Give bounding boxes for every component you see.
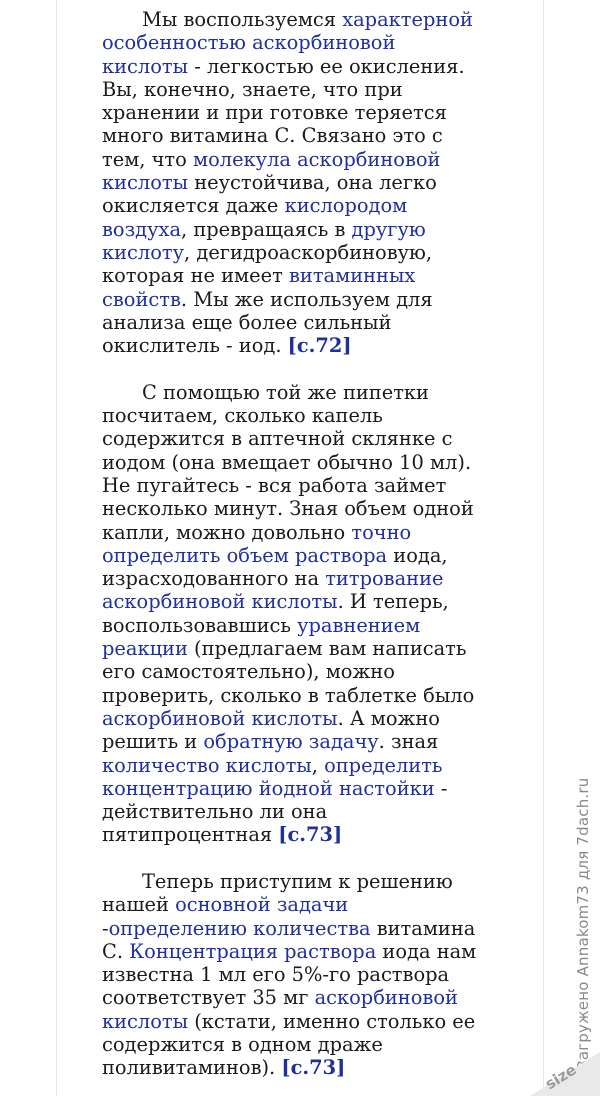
term-link[interactable]: аскорбиновой кислоты: [102, 986, 458, 1033]
term-link[interactable]: определить концентрацию йодной настойки: [102, 753, 443, 800]
term-link[interactable]: кислородом воздуха: [102, 194, 408, 241]
text-run: . зная: [378, 730, 439, 754]
term-link[interactable]: определению количества: [108, 916, 371, 940]
text-run: С помощью той же пипетки посчитаем, сколько капель содержится в аптечной склянке с иодом (она вмещает обычно 10 мл). Не пугайтесь - вся работа займет несколько минут. Зная объем одной капли, можно довольно: [102, 380, 474, 544]
term-link[interactable]: характерной особенностью аскорбиновой кислоты: [102, 8, 473, 78]
term-link[interactable]: количество кислоты: [102, 753, 312, 777]
term-link[interactable]: основной задачи: [175, 893, 349, 917]
text-run: -: [102, 916, 109, 940]
term-link[interactable]: титрование аскорбиновой кислоты: [102, 567, 444, 614]
paragraph: [102, 8, 482, 357]
paragraph: [102, 381, 482, 847]
term-link[interactable]: обратную задачу: [203, 730, 379, 754]
text-run: Мы воспользуемся: [142, 8, 343, 31]
corner-badge: [520, 1052, 600, 1096]
text-run: иода, израсходованного на: [102, 543, 448, 591]
text-run: (предлагаем вам написать его самостоятельно), можно проверить, сколько в таблетке было: [102, 637, 475, 707]
text-run: - легкостью ее окисления. Вы, конечно, знаете, что при хранении и при готовке теряется много витамина С. Связано это с тем, что: [102, 54, 465, 171]
text-run: , превращаясь в: [181, 217, 352, 241]
text-run: (кстати, именно столько ее содержится в одном драже поливитаминов).: [102, 1009, 476, 1080]
text-run: иода нам известна 1 мл его 5%-го раствора соответствует 35 мг: [102, 939, 477, 1010]
text-run: . Мы же используем для анализа еще более сильный окислитель - иод.: [102, 287, 433, 358]
text-run: Теперь приступим к решению нашей: [102, 869, 453, 917]
page-reference-link[interactable]: [c.73]: [281, 1056, 346, 1080]
text-run: . А можно решить и: [102, 706, 440, 754]
paragraph: [102, 870, 482, 1080]
upload-watermark: Загружено Annakom73 для 7dach.ru: [574, 777, 592, 1070]
page-reference-link[interactable]: [c.73]: [278, 823, 343, 847]
page-reference-link[interactable]: [c.72]: [287, 334, 352, 358]
article-text: [102, 8, 482, 1096]
term-link[interactable]: витаминных свойств: [102, 264, 416, 311]
text-run: , дегидроаскорбиновую, которая не имеет: [102, 240, 433, 288]
term-link[interactable]: уравнением реакции: [102, 613, 421, 661]
text-run: неустойчива, она легко окисляется даже: [102, 171, 437, 218]
corner-badge-text: size: [542, 1060, 580, 1094]
term-link[interactable]: другую кислоту: [102, 217, 426, 264]
text-run: витамина С.: [102, 916, 476, 963]
term-link[interactable]: молекула аскорбиновой кислоты: [102, 147, 441, 195]
term-link[interactable]: Концентрация раствора: [129, 939, 377, 963]
term-link[interactable]: аскорбиновой кислоты: [102, 706, 338, 730]
text-run: ,: [311, 753, 325, 777]
text-run: - действительно ли она пятипроцентная: [102, 776, 448, 847]
text-run: . И теперь, воспользовавшись: [102, 590, 449, 637]
term-link[interactable]: точно определить объем раствора: [102, 520, 412, 567]
